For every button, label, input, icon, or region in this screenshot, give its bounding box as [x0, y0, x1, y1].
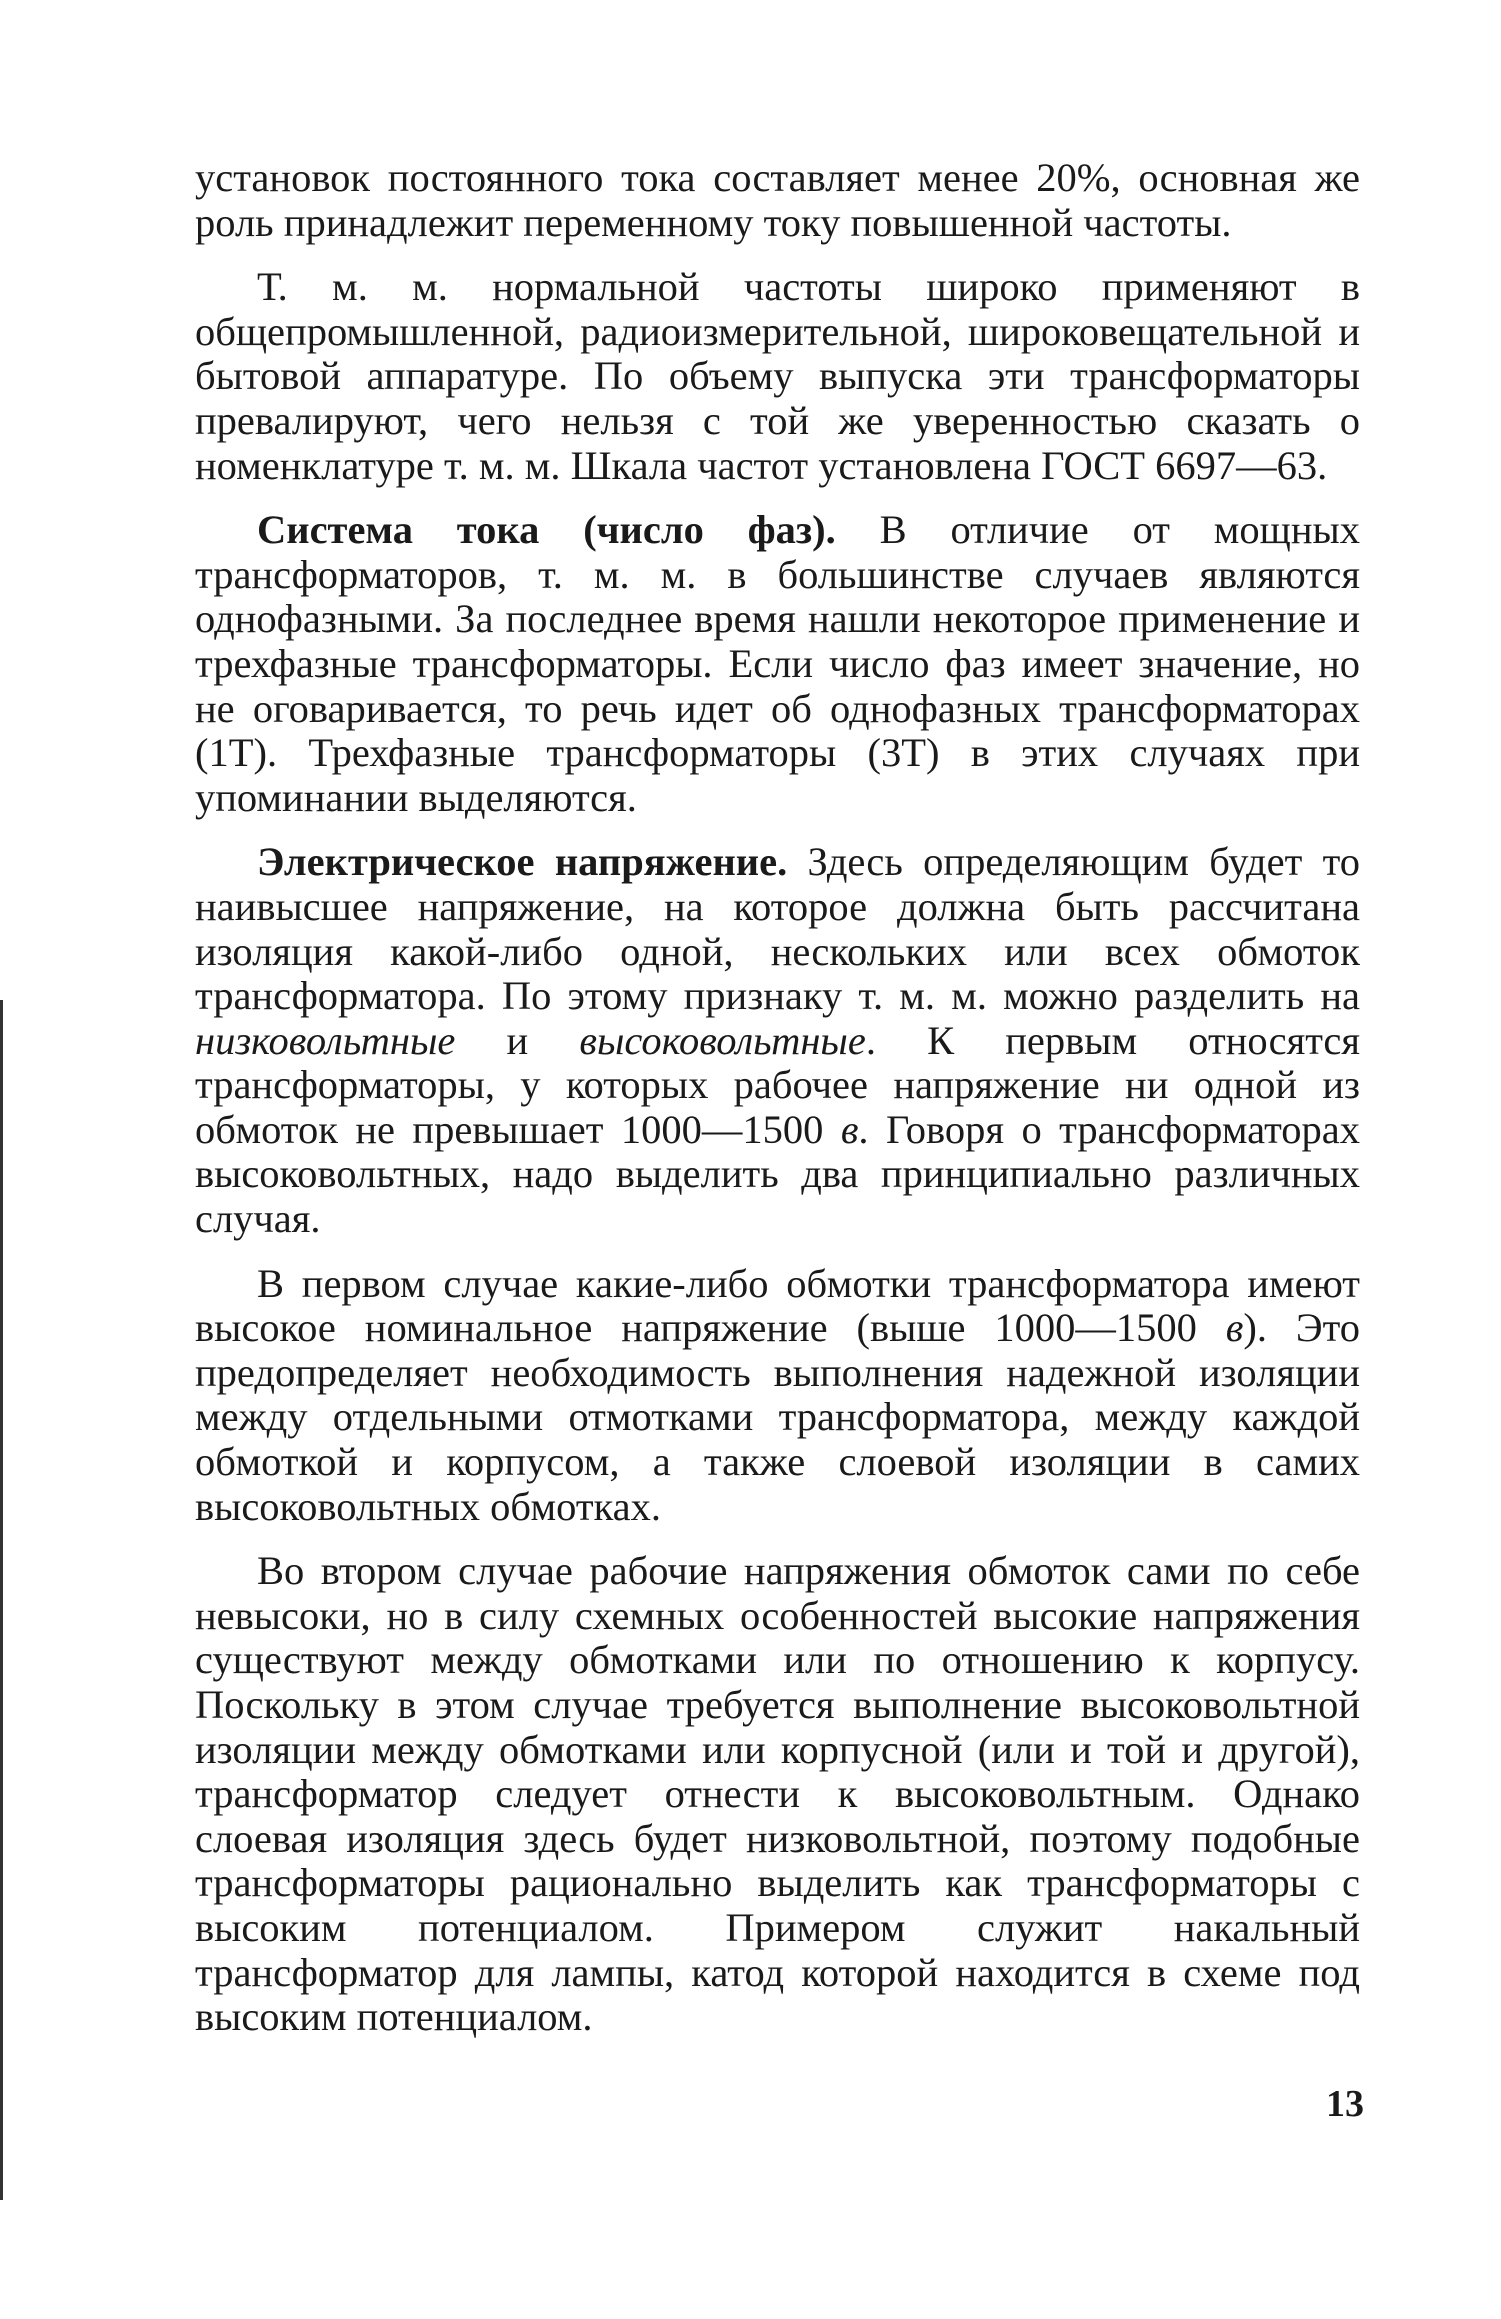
paragraph-voltage: Электрическое напряжение. Здесь определяющим будет то наивысшее напряжение, на которое должна быть рассчитана изоляция какой-либо одной, нескольких или всех обмоток трансформатора. По этому признаку т. м. м. можно разделить на низковольтные и высоковольтные. К первым относятся трансформаторы, у которых рабочее напряжение ни одной из обмоток не превышает 1000—1500 в. Говоря о трансформаторах высоковольтных, надо выделить два принципиально различных случая.	[195, 839, 1360, 1242]
unit-volt: в	[840, 1106, 859, 1152]
page-body	[195, 156, 1360, 2060]
paragraph-continuation: установок постоянного тока составляет менее 20%, основная же роль принадлежит переменному току повышенной частоты.	[195, 155, 1360, 245]
paragraph-phase-system: Система тока (число фаз). В отличие от мощных трансформаторов, т. м. м. в большинстве случаев являются однофазными. За последнее время нашли некоторое применение и трехфазные трансформаторы. Если число фаз имеет значение, но не оговаривается, то речь идет об однофазных трансформаторах (1Т). Трехфазные трансформаторы (3Т) в этих случаях при упоминании выделяются.	[195, 507, 1361, 820]
page-binding-edge	[0, 1000, 3, 2200]
paragraph-first-case: В первом случае какие-либо обмотки трансформатора имеют высокое номинальное напряжение (выше 1000—1500 в). Это предопределяет необходимость выполнения надежной изоляции между отдельными отмотками трансформатора, между каждой обмоткой и корпусом, а также слоевой изоляции в самих высоковольтных обмотках.	[195, 1260, 1360, 1529]
paragraph-second-case: Во втором случае рабочие напряжения обмоток сами по себе невысоки, но в силу схемных особенностей высокие напряжения существуют между обмотками или по отношению к корпусу. Поскольку в этом случае требуется выполнение высоковольтной изоляции между обмотками или корпусной (или и той и другой), трансформатор следует отнести к высоковольтным. Однако слоевая изоляция здесь будет низковольтной, поэтому подобные трансформаторы рационально выделить как трансформаторы с высоким потенциалом. Примером служит накальный трансформатор для лампы, катод которой находится в схеме под высоким потенциалом.	[195, 1548, 1360, 2040]
paragraph-normal-frequency: Т. м. м. нормальной частоты широко применяют в общепромышленной, радиоизмерительной, широковещательной и бытовой аппаратуре. По объему выпуска эти трансформаторы превалируют, чего нельзя с той же уверенностью сказать о номенклатуре т. м. м. Шкала частот установлена ГОСТ 6697—63.	[195, 264, 1360, 488]
term-low-voltage: низковольтные	[195, 1017, 456, 1063]
page-number: 13	[1326, 2083, 1364, 2125]
section-heading-voltage: Электрическое напряжение.	[257, 839, 788, 885]
section-heading-phase-system: Система тока (число фаз).	[257, 507, 836, 553]
unit-volt: в	[1225, 1305, 1244, 1351]
term-high-voltage: высоковольтные	[579, 1017, 866, 1063]
